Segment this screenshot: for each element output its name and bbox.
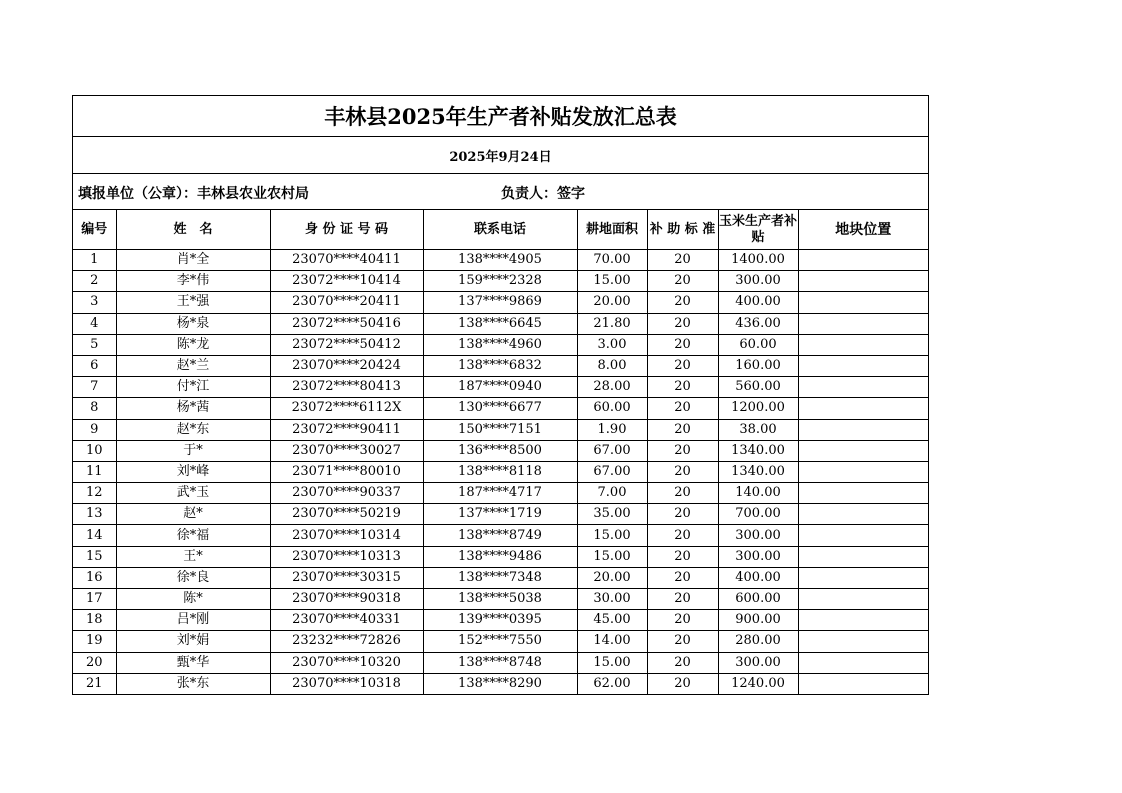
- cell-phone: 138****7348: [423, 567, 577, 588]
- cell-name: 赵*兰: [116, 355, 270, 376]
- cell-land-area: 21.80: [577, 313, 647, 334]
- cell-name: 赵*东: [116, 419, 270, 440]
- cell-subsidy-rate: 20: [647, 440, 718, 461]
- cell-subsidy-rate: 20: [647, 589, 718, 610]
- cell-plot-location: [798, 334, 928, 355]
- cell-corn-subsidy: 38.00: [718, 419, 798, 440]
- cell-plot-location: [798, 525, 928, 546]
- cell-plot-location: [798, 461, 928, 482]
- cell-id-number: 23071****80010: [270, 461, 423, 482]
- table-row: [73, 483, 928, 504]
- cell-plot-location: [798, 313, 928, 334]
- cell-subsidy-rate: 20: [647, 271, 718, 292]
- cell-phone: 138****8118: [423, 461, 577, 482]
- col-header-name: 姓 名: [116, 210, 270, 250]
- cell-number: 9: [73, 419, 116, 440]
- cell-plot-location: [798, 652, 928, 673]
- cell-number: 7: [73, 377, 116, 398]
- cell-subsidy-rate: 20: [647, 292, 718, 313]
- cell-corn-subsidy: 1200.00: [718, 398, 798, 419]
- cell-land-area: 28.00: [577, 377, 647, 398]
- cell-subsidy-rate: 20: [647, 652, 718, 673]
- col-header-id-number: 身 份 证 号 码: [270, 210, 423, 250]
- cell-number: 17: [73, 589, 116, 610]
- table-row: [73, 589, 928, 610]
- cell-plot-location: [798, 546, 928, 567]
- cell-subsidy-rate: 20: [647, 377, 718, 398]
- cell-land-area: 62.00: [577, 673, 647, 694]
- cell-id-number: 23070****40331: [270, 610, 423, 631]
- cell-name: 杨*茜: [116, 398, 270, 419]
- cell-plot-location: [798, 589, 928, 610]
- cell-corn-subsidy: 436.00: [718, 313, 798, 334]
- cell-phone: 187****4717: [423, 483, 577, 504]
- cell-phone: 139****0395: [423, 610, 577, 631]
- cell-corn-subsidy: 1240.00: [718, 673, 798, 694]
- cell-plot-location: [798, 631, 928, 652]
- cell-number: 18: [73, 610, 116, 631]
- cell-subsidy-rate: 20: [647, 567, 718, 588]
- cell-id-number: 23070****10314: [270, 525, 423, 546]
- cell-number: 15: [73, 546, 116, 567]
- cell-name: 陈*龙: [116, 334, 270, 355]
- cell-id-number: 23070****10320: [270, 652, 423, 673]
- cell-corn-subsidy: 160.00: [718, 355, 798, 376]
- cell-number: 19: [73, 631, 116, 652]
- table-row: [73, 567, 928, 588]
- cell-land-area: 35.00: [577, 504, 647, 525]
- cell-id-number: 23070****10318: [270, 673, 423, 694]
- table-row: [73, 292, 928, 313]
- cell-plot-location: [798, 504, 928, 525]
- cell-plot-location: [798, 250, 928, 271]
- cell-land-area: 30.00: [577, 589, 647, 610]
- cell-land-area: 60.00: [577, 398, 647, 419]
- cell-subsidy-rate: 20: [647, 398, 718, 419]
- cell-subsidy-rate: 20: [647, 546, 718, 567]
- table-row: [73, 525, 928, 546]
- cell-corn-subsidy: 300.00: [718, 652, 798, 673]
- table-row: [73, 250, 928, 271]
- cell-subsidy-rate: 20: [647, 504, 718, 525]
- col-header-plot-location: 地块位置: [798, 210, 928, 250]
- cell-land-area: 8.00: [577, 355, 647, 376]
- col-header-number: 编号: [73, 210, 116, 250]
- cell-name: 王*: [116, 546, 270, 567]
- table-row: [73, 461, 928, 482]
- cell-corn-subsidy: 300.00: [718, 546, 798, 567]
- cell-id-number: 23072****10414: [270, 271, 423, 292]
- table-row: [73, 419, 928, 440]
- cell-phone: 150****7151: [423, 419, 577, 440]
- cell-id-number: 23072****50416: [270, 313, 423, 334]
- cell-name: 付*江: [116, 377, 270, 398]
- cell-subsidy-rate: 20: [647, 419, 718, 440]
- cell-id-number: 23232****72826: [270, 631, 423, 652]
- cell-corn-subsidy: 900.00: [718, 610, 798, 631]
- cell-subsidy-rate: 20: [647, 631, 718, 652]
- subsidy-table: [73, 210, 928, 694]
- cell-phone: 138****8290: [423, 673, 577, 694]
- cell-plot-location: [798, 419, 928, 440]
- cell-number: 10: [73, 440, 116, 461]
- cell-subsidy-rate: 20: [647, 313, 718, 334]
- table-row: [73, 377, 928, 398]
- cell-name: 陈*: [116, 589, 270, 610]
- cell-id-number: 23072****90411: [270, 419, 423, 440]
- table-row: [73, 271, 928, 292]
- sheet-title: 丰林县2025年生产者补贴发放汇总表: [73, 96, 928, 137]
- table-row: [73, 355, 928, 376]
- cell-corn-subsidy: 400.00: [718, 567, 798, 588]
- cell-name: 肖*全: [116, 250, 270, 271]
- cell-land-area: 70.00: [577, 250, 647, 271]
- cell-land-area: 15.00: [577, 525, 647, 546]
- cell-subsidy-rate: 20: [647, 250, 718, 271]
- cell-phone: 138****4960: [423, 334, 577, 355]
- cell-land-area: 20.00: [577, 292, 647, 313]
- cell-phone: 138****4905: [423, 250, 577, 271]
- cell-land-area: 67.00: [577, 461, 647, 482]
- cell-land-area: 7.00: [577, 483, 647, 504]
- cell-plot-location: [798, 377, 928, 398]
- cell-id-number: 23072****6112X: [270, 398, 423, 419]
- cell-subsidy-rate: 20: [647, 525, 718, 546]
- table-row: [73, 673, 928, 694]
- cell-name: 徐*福: [116, 525, 270, 546]
- cell-subsidy-rate: 20: [647, 355, 718, 376]
- cell-name: 武*玉: [116, 483, 270, 504]
- cell-name: 王*强: [116, 292, 270, 313]
- cell-name: 于*: [116, 440, 270, 461]
- cell-number: 8: [73, 398, 116, 419]
- cell-land-area: 15.00: [577, 652, 647, 673]
- col-header-subsidy-rate: 补 助 标 准: [647, 210, 718, 250]
- cell-number: 4: [73, 313, 116, 334]
- cell-number: 13: [73, 504, 116, 525]
- cell-id-number: 23070****90318: [270, 589, 423, 610]
- cell-corn-subsidy: 1340.00: [718, 440, 798, 461]
- cell-corn-subsidy: 60.00: [718, 334, 798, 355]
- unit-row: [73, 174, 928, 210]
- cell-name: 甄*华: [116, 652, 270, 673]
- table-row: [73, 398, 928, 419]
- table-row: [73, 652, 928, 673]
- cell-subsidy-rate: 20: [647, 610, 718, 631]
- cell-phone: 130****6677: [423, 398, 577, 419]
- cell-corn-subsidy: 600.00: [718, 589, 798, 610]
- cell-phone: 136****8500: [423, 440, 577, 461]
- cell-phone: 152****7550: [423, 631, 577, 652]
- cell-plot-location: [798, 271, 928, 292]
- cell-number: 6: [73, 355, 116, 376]
- cell-land-area: 1.90: [577, 419, 647, 440]
- cell-name: 刘*娟: [116, 631, 270, 652]
- cell-corn-subsidy: 280.00: [718, 631, 798, 652]
- cell-phone: 159****2328: [423, 271, 577, 292]
- cell-name: 张*东: [116, 673, 270, 694]
- cell-number: 16: [73, 567, 116, 588]
- cell-id-number: 23070****90337: [270, 483, 423, 504]
- cell-number: 5: [73, 334, 116, 355]
- cell-corn-subsidy: 400.00: [718, 292, 798, 313]
- cell-phone: 138****8749: [423, 525, 577, 546]
- table-row: [73, 504, 928, 525]
- cell-id-number: 23070****40411: [270, 250, 423, 271]
- cell-land-area: 45.00: [577, 610, 647, 631]
- cell-subsidy-rate: 20: [647, 461, 718, 482]
- cell-name: 徐*良: [116, 567, 270, 588]
- cell-id-number: 23072****80413: [270, 377, 423, 398]
- cell-plot-location: [798, 398, 928, 419]
- cell-phone: 138****8748: [423, 652, 577, 673]
- cell-id-number: 23070****50219: [270, 504, 423, 525]
- table-row: [73, 546, 928, 567]
- cell-name: 吕*刚: [116, 610, 270, 631]
- cell-phone: 137****9869: [423, 292, 577, 313]
- cell-subsidy-rate: 20: [647, 483, 718, 504]
- cell-plot-location: [798, 610, 928, 631]
- cell-corn-subsidy: 700.00: [718, 504, 798, 525]
- cell-id-number: 23070****20424: [270, 355, 423, 376]
- cell-number: 14: [73, 525, 116, 546]
- cell-corn-subsidy: 300.00: [718, 525, 798, 546]
- cell-phone: 187****0940: [423, 377, 577, 398]
- col-header-corn-subsidy: 玉米生产者补贴: [718, 210, 798, 250]
- cell-plot-location: [798, 440, 928, 461]
- col-header-land-area: 耕地面积: [577, 210, 647, 250]
- cell-name: 李*伟: [116, 271, 270, 292]
- cell-number: 11: [73, 461, 116, 482]
- cell-id-number: 23070****30027: [270, 440, 423, 461]
- table-row: [73, 440, 928, 461]
- cell-name: 杨*泉: [116, 313, 270, 334]
- header-row: [73, 210, 928, 250]
- sheet-date: 2025年9月24日: [73, 137, 928, 174]
- cell-name: 赵*: [116, 504, 270, 525]
- cell-corn-subsidy: 1400.00: [718, 250, 798, 271]
- cell-corn-subsidy: 140.00: [718, 483, 798, 504]
- cell-number: 21: [73, 673, 116, 694]
- cell-phone: 137****1719: [423, 504, 577, 525]
- cell-land-area: 20.00: [577, 567, 647, 588]
- cell-name: 刘*峰: [116, 461, 270, 482]
- cell-corn-subsidy: 300.00: [718, 271, 798, 292]
- col-header-phone: 联系电话: [423, 210, 577, 250]
- cell-plot-location: [798, 483, 928, 504]
- cell-number: 1: [73, 250, 116, 271]
- cell-land-area: 15.00: [577, 546, 647, 567]
- cell-land-area: 3.00: [577, 334, 647, 355]
- cell-corn-subsidy: 1340.00: [718, 461, 798, 482]
- subsidy-summary-sheet: [72, 95, 929, 695]
- cell-id-number: 23072****50412: [270, 334, 423, 355]
- cell-phone: 138****6645: [423, 313, 577, 334]
- table-row: [73, 631, 928, 652]
- table-body: [73, 250, 928, 694]
- cell-corn-subsidy: 560.00: [718, 377, 798, 398]
- cell-plot-location: [798, 355, 928, 376]
- cell-id-number: 23070****10313: [270, 546, 423, 567]
- table-row: [73, 313, 928, 334]
- cell-phone: 138****9486: [423, 546, 577, 567]
- reporting-unit: 填报单位（公章）：丰林县农业农村局: [78, 186, 309, 202]
- cell-number: 2: [73, 271, 116, 292]
- cell-land-area: 15.00: [577, 271, 647, 292]
- table-row: [73, 334, 928, 355]
- cell-plot-location: [798, 567, 928, 588]
- responsible-person: 负责人：签字: [501, 186, 585, 202]
- cell-plot-location: [798, 292, 928, 313]
- cell-id-number: 23070****20411: [270, 292, 423, 313]
- cell-land-area: 14.00: [577, 631, 647, 652]
- cell-subsidy-rate: 20: [647, 334, 718, 355]
- cell-number: 3: [73, 292, 116, 313]
- cell-land-area: 67.00: [577, 440, 647, 461]
- cell-number: 12: [73, 483, 116, 504]
- cell-plot-location: [798, 673, 928, 694]
- table-row: [73, 610, 928, 631]
- cell-subsidy-rate: 20: [647, 673, 718, 694]
- cell-number: 20: [73, 652, 116, 673]
- cell-id-number: 23070****30315: [270, 567, 423, 588]
- cell-phone: 138****5038: [423, 589, 577, 610]
- cell-phone: 138****6832: [423, 355, 577, 376]
